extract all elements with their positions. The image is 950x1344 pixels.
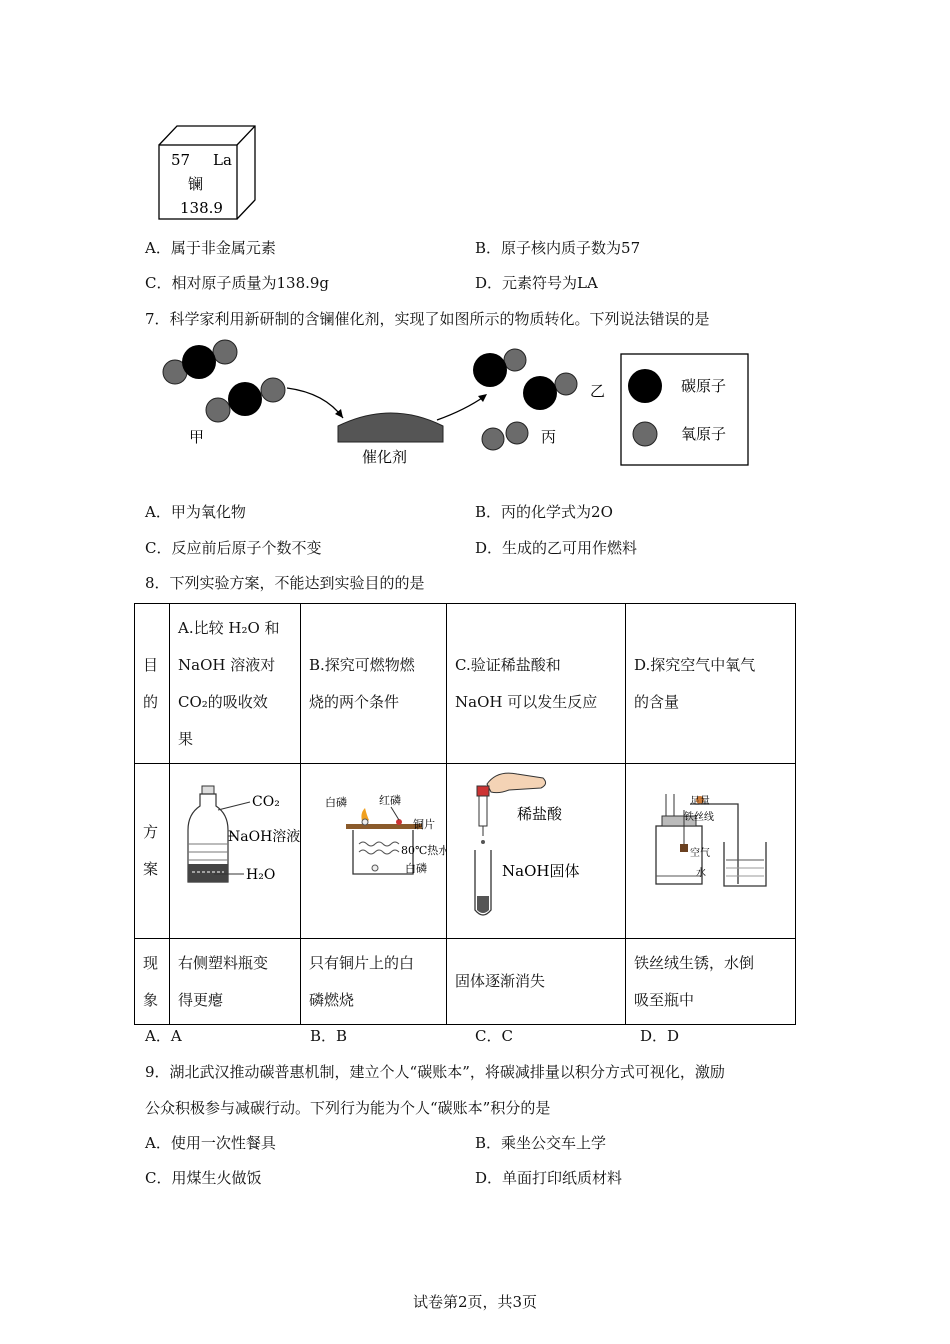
purpose-row (135, 604, 796, 764)
plan-a (170, 764, 301, 939)
q9-option-b[interactable]: B．乘坐公交车上学 (475, 1134, 607, 1152)
q7-option-c[interactable]: C．反应前后原子个数不变 (145, 539, 322, 557)
reactant-molecules (163, 340, 285, 422)
plan-d-air: 空气 (690, 848, 710, 859)
plan-a-h2o: H₂O (246, 867, 276, 883)
q9-option-c[interactable]: C．用煤生火做饭 (145, 1169, 262, 1187)
element-symbol: La (213, 151, 232, 169)
element-name: 镧 (188, 175, 204, 193)
plan-c-acid: 稀盐酸 (517, 805, 563, 823)
page-footer: 试卷第2页，共3页 (412, 1293, 538, 1311)
phenomenon-b: 只有铜片上的白 磷燃烧 (301, 939, 447, 1025)
q8-option-c[interactable]: C．C (475, 1027, 513, 1045)
plan-d-iron-rust-diagram (626, 764, 795, 934)
plan-d-wire: 铁丝线 (684, 812, 714, 823)
q8-experiment-table (134, 603, 796, 1025)
q6-option-a[interactable]: A．属于非金属元素 (145, 239, 276, 257)
q7-option-a[interactable]: A．甲为氧化物 (145, 503, 246, 521)
label-catalyst: 催化剂 (362, 448, 408, 466)
plan-header: 方 案 (135, 764, 170, 939)
plan-b (301, 764, 447, 939)
phenomenon-c: 固体逐渐消失 (447, 939, 626, 1025)
phenomenon-row (135, 939, 796, 1025)
q9-option-a[interactable]: A．使用一次性餐具 (145, 1134, 276, 1152)
plan-d-enough: 足量 (690, 796, 710, 807)
q8-option-b[interactable]: B．B (310, 1027, 348, 1045)
plan-b-copper: 铜片 (413, 818, 435, 831)
product-o2-molecule (482, 422, 528, 450)
label-yi: 乙 (590, 382, 606, 400)
element-mass: 138.9 (180, 199, 223, 217)
plan-d-water: 水 (696, 868, 706, 879)
catalyst-shape (338, 413, 443, 442)
q8-stem: 8．下列实验方案，不能达到实验目的的是 (145, 574, 425, 592)
phenomenon-a: 右侧塑料瓶变 得更瘪 (170, 939, 301, 1025)
plan-b-white-p2: 白磷 (405, 862, 427, 875)
element-number: 57 (171, 151, 191, 169)
product-co-molecules (473, 349, 577, 410)
q9-stem-line2: 公众积极参与减碳行动。下列行为能为个人“碳账本”积分的是 (145, 1099, 551, 1117)
q7-option-d[interactable]: D．生成的乙可用作燃料 (475, 539, 638, 557)
plan-c (447, 764, 626, 939)
legend-carbon-icon (628, 369, 662, 403)
label-jia: 甲 (189, 428, 205, 446)
plan-c-solid: NaOH固体 (502, 862, 580, 880)
q8-option-a[interactable]: A．A (145, 1027, 182, 1045)
legend-oxygen-label: 氧原子 (681, 425, 727, 443)
purpose-d: D.探究空气中氧气 的含量 (626, 604, 796, 764)
plan-b-white-p: 白磷 (325, 796, 347, 809)
plan-a-bottle-diagram (170, 764, 300, 934)
q7-option-b[interactable]: B．丙的化学式为2O (475, 503, 613, 521)
q9-option-d[interactable]: D．单面打印纸质材料 (475, 1169, 623, 1187)
q8-option-d[interactable]: D．D (640, 1027, 680, 1045)
phenomenon-d: 铁丝绒生锈，水倒 吸至瓶中 (626, 939, 796, 1025)
plan-b-hot-water: 80℃热水 (401, 844, 446, 857)
label-bing: 丙 (541, 428, 557, 446)
legend-oxygen-icon (633, 422, 657, 446)
q6-option-b[interactable]: B．原子核内质子数为57 (475, 239, 641, 257)
purpose-a: A.比较 H₂O 和 NaOH 溶液对 CO₂的吸收效 果 (170, 604, 301, 764)
plan-c-dropper-diagram (447, 764, 625, 934)
purpose-header: 目 的 (135, 604, 170, 764)
q9-stem-line1: 9．湖北武汉推动碳普惠机制，建立个人“碳账本”，将碳减排量以积分方式可视化，激励 (145, 1063, 725, 1081)
plan-b-red-p: 红磷 (379, 794, 401, 807)
purpose-c: C.验证稀盐酸和 NaOH 可以发生反应 (447, 604, 626, 764)
element-card (155, 123, 260, 221)
legend-carbon-label: 碳原子 (681, 377, 727, 395)
plan-a-co2: CO₂ (252, 794, 280, 810)
q6-option-c[interactable]: C．相对原子质量为138.9g (145, 274, 330, 292)
plan-d (626, 764, 796, 939)
q7-reaction-diagram (155, 338, 755, 473)
purpose-b: B.探究可燃物燃 烧的两个条件 (301, 604, 447, 764)
q6-option-d[interactable]: D．元素符号为LA (475, 274, 598, 292)
plan-b-combustion-diagram (301, 764, 446, 934)
plan-a-naoh: NaOH溶液 (228, 829, 300, 845)
q7-stem: 7．科学家利用新研制的含镧催化剂，实现了如图所示的物质转化。下列说法错误的是 (145, 310, 710, 328)
phenomenon-header: 现 象 (135, 939, 170, 1025)
plan-row (135, 764, 796, 939)
